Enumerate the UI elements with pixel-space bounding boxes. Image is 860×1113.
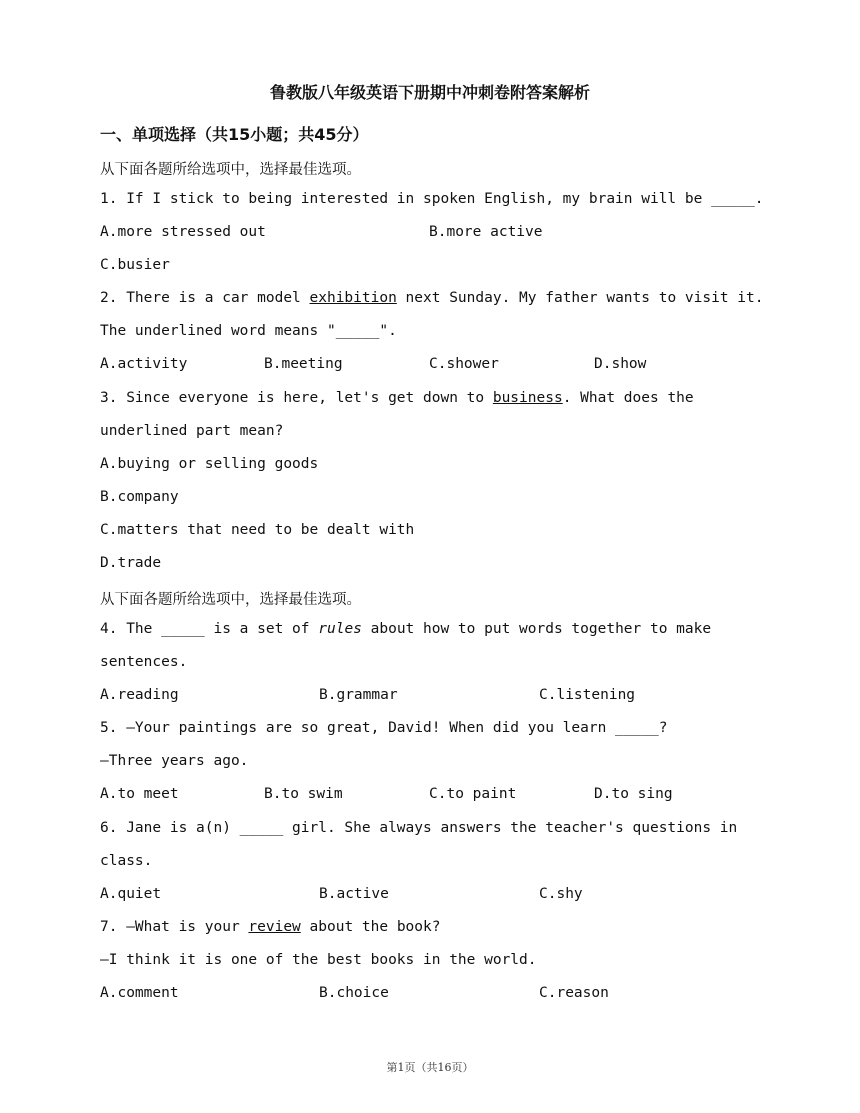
q7-option-b: B.choice	[319, 985, 389, 1001]
q5-option-a: A.to meet	[100, 786, 179, 802]
question-4-line2: sentences.	[100, 654, 188, 670]
question-5-line2: —Three years ago.	[100, 753, 249, 769]
question-2-line2: The underlined word means "_____".	[100, 323, 397, 339]
page-footer: 第1页（共16页）	[386, 1061, 474, 1074]
question-3	[100, 390, 694, 406]
q6-option-c: C.shy	[539, 886, 583, 902]
q3-underlined-word: business	[492, 390, 563, 406]
q3-text-post: . What does the	[562, 390, 694, 406]
question-7-line2: —I think it is one of the best books in the world.	[100, 952, 537, 968]
q6-option-b: B.active	[319, 886, 389, 902]
q1-option-b: B.more active	[429, 224, 543, 240]
q6-option-a: A.quiet	[100, 886, 162, 902]
question-6: 6. Jane is a(n) _____ girl. She always answers the teacher's questions in	[100, 820, 738, 836]
question-4	[100, 621, 711, 637]
q1-option-a: A.more stressed out	[100, 224, 266, 240]
q7-underlined-word: review	[248, 919, 301, 935]
q4-option-c: C.listening	[539, 687, 636, 703]
question-6-line2: class.	[100, 853, 153, 869]
q3-text-pre: 3. Since everyone is here, let's get down to	[100, 390, 493, 406]
q3-option-c: C.matters that need to be dealt with	[100, 522, 415, 538]
q7-option-a: A.comment	[100, 985, 179, 1001]
question-5: 5. —Your paintings are so great, David! When did you learn _____?	[100, 720, 668, 736]
q2-text-pre: 2. There is a car model	[100, 290, 310, 306]
q4-option-b: B.grammar	[319, 687, 398, 703]
instruction: 从下面各题所给选项中，选择最佳选项。	[100, 162, 361, 178]
q2-option-a: A.activity	[100, 356, 188, 372]
q2-option-d: D.show	[594, 356, 647, 372]
q3-option-a: A.buying or selling goods	[100, 456, 319, 472]
q5-option-c: C.to paint	[429, 786, 517, 802]
section-heading: 一、单项选择（共15小题；共45分）	[100, 125, 369, 144]
q4-text-post: about how to put words together to make	[361, 621, 712, 637]
question-7	[100, 919, 440, 935]
question-1: 1. If I stick to being interested in spoken English, my brain will be _____.	[100, 191, 764, 207]
q5-option-b: B.to swim	[264, 786, 343, 802]
q7-text-pre: 7. —What is your	[100, 919, 249, 935]
q4-option-a: A.reading	[100, 687, 179, 703]
q2-option-b: B.meeting	[264, 356, 343, 372]
document-title: 鲁教版八年级英语下册期中冲刺卷附答案解析	[269, 83, 590, 102]
q2-underlined-word: exhibition	[309, 290, 397, 306]
q5-option-d: D.to sing	[594, 786, 673, 802]
question-2	[100, 290, 763, 306]
q4-text-pre: 4. The _____ is a set of	[100, 621, 319, 637]
q3-option-b: B.company	[100, 489, 179, 505]
question-3-line2: underlined part mean?	[100, 423, 284, 439]
q7-text-post: about the book?	[300, 919, 441, 935]
q4-italic-word: rules	[318, 621, 362, 637]
q2-text-post: next Sunday. My father wants to visit it.	[396, 290, 764, 306]
q1-option-c: C.busier	[100, 257, 170, 273]
instruction-2: 从下面各题所给选项中，选择最佳选项。	[100, 592, 361, 608]
q3-option-d: D.trade	[100, 555, 162, 571]
q7-option-c: C.reason	[539, 985, 609, 1001]
q2-option-c: C.shower	[429, 356, 499, 372]
